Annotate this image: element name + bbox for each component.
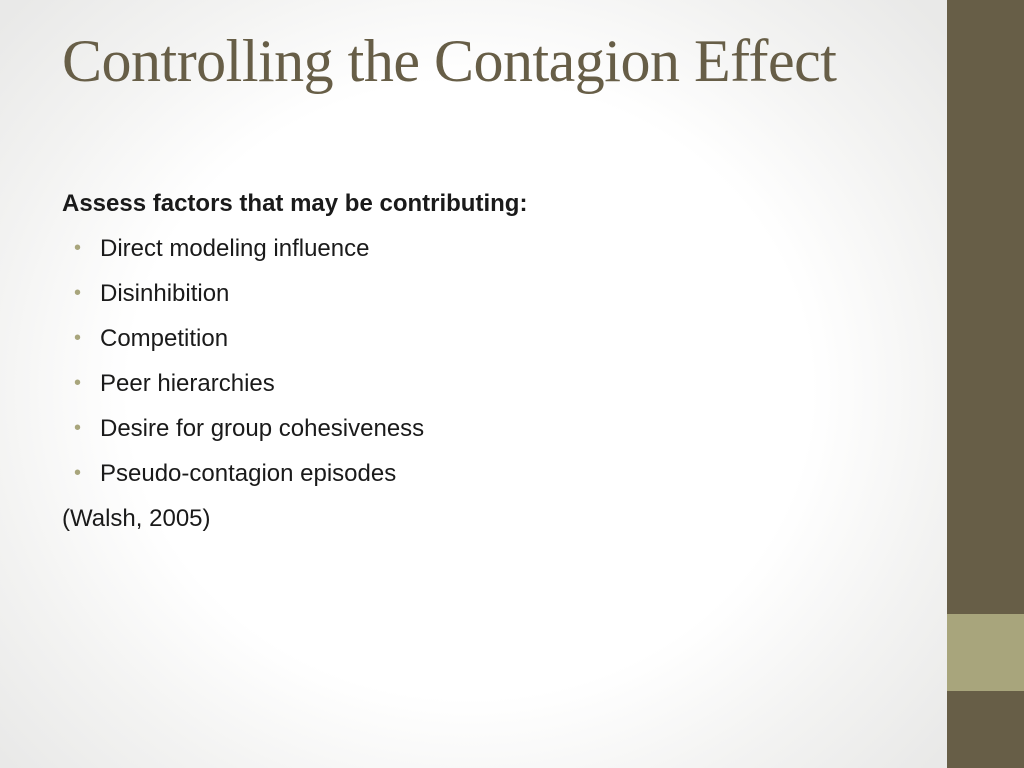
bullet-dot-icon: • [74, 462, 82, 484]
bullet-text: Direct modeling influence [100, 235, 370, 262]
bullet-dot-icon: • [74, 237, 82, 259]
bullet-item [62, 366, 922, 402]
bullet-item [62, 231, 922, 267]
bullet-text: Peer hierarchies [100, 370, 275, 397]
bullet-text: Desire for group cohesiveness [100, 415, 425, 442]
bullet-list [62, 231, 922, 492]
bullet-dot-icon: • [74, 417, 82, 439]
bullet-dot-icon: • [74, 372, 82, 394]
lead-text: Assess factors that may be contributing: [62, 190, 528, 217]
bullet-dot-icon: • [74, 327, 82, 349]
citation: (Walsh, 2005) [62, 505, 211, 532]
slide-title: Controlling the Contagion Effect [62, 28, 837, 94]
bullet-item [62, 456, 922, 492]
decorative-sidebar-accent [947, 614, 1024, 691]
bullet-text: Pseudo-contagion episodes [100, 460, 397, 487]
bullet-item [62, 321, 922, 357]
bullet-dot-icon: • [74, 282, 82, 304]
bullet-text: Competition [100, 325, 229, 352]
bullet-item [62, 411, 922, 447]
bullet-text: Disinhibition [100, 280, 230, 307]
slide-content [62, 186, 922, 537]
bullet-item [62, 276, 922, 312]
